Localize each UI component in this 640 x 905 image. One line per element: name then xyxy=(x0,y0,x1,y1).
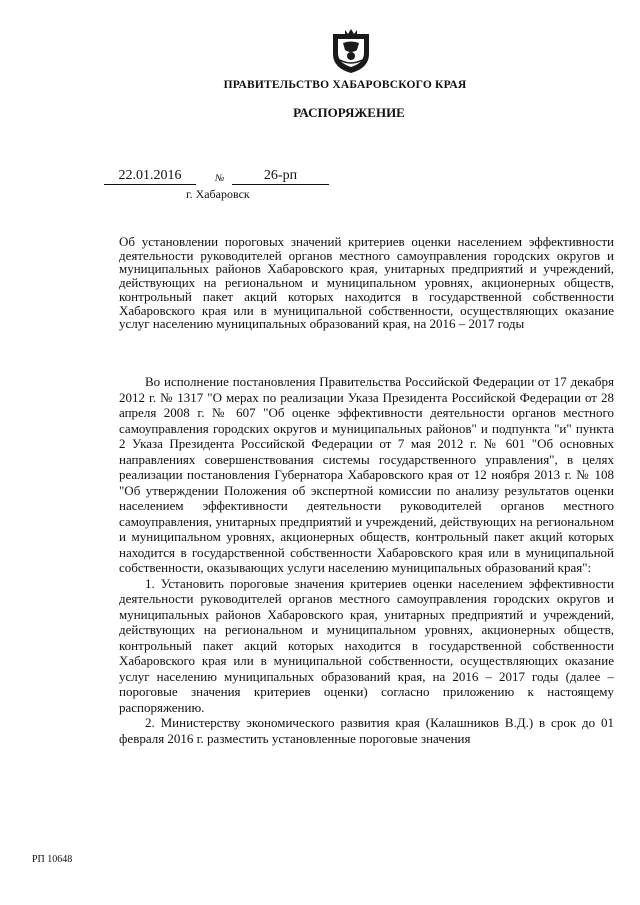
document-type: РАСПОРЯЖЕНИЕ xyxy=(293,105,405,120)
number-sign: № xyxy=(215,173,225,184)
footer-code: РП 10648 xyxy=(32,854,73,865)
document-body xyxy=(119,374,614,746)
paragraph: 1. Установить пороговые значения критериев оценки населением эффективности деятельности руководителей органов местного самоуправления городских округов и муниципальных районов Хабаровского края, унитарных предприятий и учреждений, действующих на региональном и муниципальном уровнях, акционерных обществ, контрольный пакет акций которых находится в государственной собственности Хабаровского края или в муниципальной собственности, осуществляющих оказание услуг населению муниципальных образований края, на 2016 – 2017 годы (далее – пороговые значения критериев оценки) согласно приложению к настоящему распоряжению. xyxy=(119,575,614,715)
paragraph: 2. Министерству экономического развития края (Калашников В.Д.) в срок до 01 февраля 2016 г. разместить установленные пороговые значения xyxy=(119,715,614,746)
coat-of-arms-icon xyxy=(330,28,372,74)
document-date: 22.01.2016 xyxy=(104,168,196,185)
document-number: 26-рп xyxy=(232,168,329,185)
paragraph: Во исполнение постановления Правительства Российской Федерации от 17 декабря 2012 г. № 1317 "О мерах по реализации Указа Президента Российской Федерации от 28 апреля 2008 г. № 607 "Об оценке эффективности деятельности органов местного самоуправления городских округов и муниципальных районов" и подпункта "и" пункта 2 Указа Президента Российской Федерации от 7 мая 2012 г. № 601 "Об основных направлениях совершенствования системы государственного управления", в целях реализации постановления Губернатора Хабаровского края от 12 ноября 2013 г. № 108 "Об утверждении Положения об экспертной комиссии по анализу результатов оценки населением эффективности деятельности руководителей органов местного самоуправления, унитарных предприятий и учреждений, действующих на региональном и муниципальном уровнях, акционерных обществ, контрольный пакет акций которых находится в государственной собственности Хабаровского края или в муниципальной собственности, оказывающих услуги населению муниципальных образований края": xyxy=(119,374,614,575)
document-title: Об установлении пороговых значений критериев оценки населением эффективности деятельности руководителей органов местного самоуправления городских округов и муниципальных районов Хабаровского края, унитарных предприятий и учреждений, действующих на региональном и муниципальном уровнях, акционерных обществ, контрольный пакет акций которых находится в государственной собственности Хабаровского края или в муниципальной собственности, осуществляющих оказание услуг населению муниципальных образований края, на 2016 – 2017 годы xyxy=(119,234,614,332)
government-heading: ПРАВИТЕЛЬСТВО ХАБАРОВСКОГО КРАЯ xyxy=(223,79,467,91)
city: г. Хабаровск xyxy=(186,187,250,201)
